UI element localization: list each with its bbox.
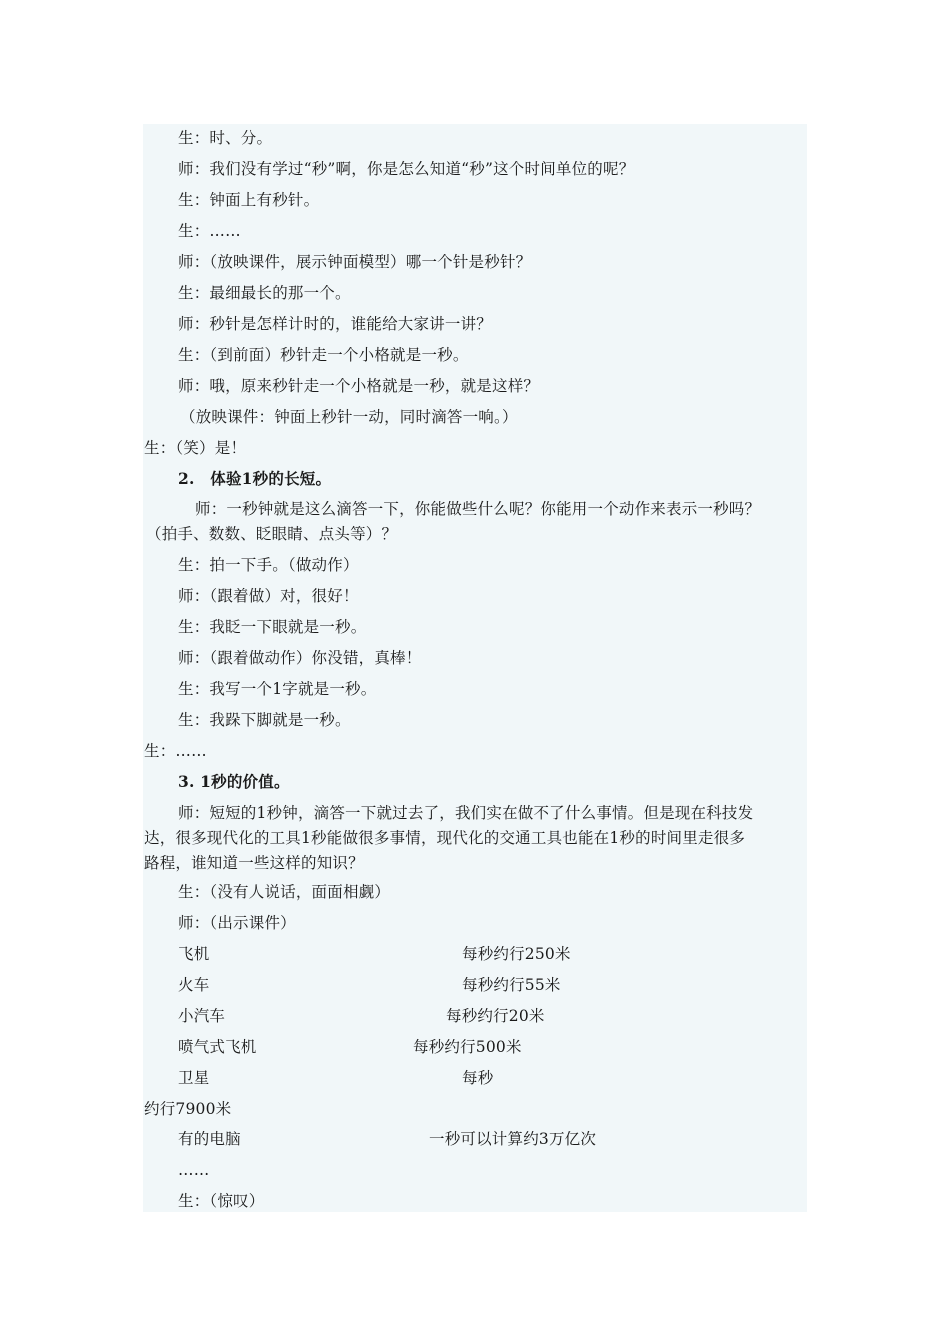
dialogue-line: 生：…… [178,222,241,240]
stage-direction: （放映课件：钟面上秒针一动，同时滴答一响。） [180,408,518,426]
dialogue-line: 师：哦，原来秒针走一个小格就是一秒，就是这样？ [178,377,540,395]
dialogue-line: 生：最细最长的那一个。 [178,284,351,302]
dialogue-line: 师：我们没有学过“秒”啊，你是怎么知道“秒”这个时间单位的呢？ [178,160,635,178]
speed-item-value: 一秒可以计算约3万亿次 [429,1130,597,1148]
dialogue-line: 生：…… [144,742,207,760]
dialogue-line: 师：秒针是怎样计时的，谁能给大家讲一讲？ [178,315,493,333]
dialogue-line: 师：一秒钟就是这么滴答一下，你能做些什么呢？你能用一个动作来表示一秒吗？ [195,500,761,518]
dialogue-line: 生：我眨一下眼就是一秒。 [178,618,367,636]
dialogue-line-continued: 路程，谁知道一些这样的知识？ [144,854,364,872]
speed-item-value: 每秒约行250米 [462,945,571,963]
dialogue-line: 生：时、分。 [178,129,273,147]
speed-item-name: 飞机 [178,945,210,963]
dialogue-line: 师：（放映课件，展示钟面模型）哪一个针是秒针？ [178,253,532,271]
speed-item-name: 有的电脑 [178,1130,241,1148]
section-heading: 3. 1秒的价值。 [178,772,290,791]
dialogue-line-continued: 达，很多现代化的工具1秒能做很多事情，现代化的交通工具也能在1秒的时间里走很多 [144,829,746,847]
section-heading: 2. 体验1秒的长短。 [178,469,332,488]
dialogue-line: 生：（惊叹） [178,1192,265,1210]
speed-item-value: 每秒约行20米 [446,1007,545,1025]
dialogue-line: 师：短短的1秒钟，滴答一下就过去了，我们实在做不了什么事情。但是现在科技发 [178,804,754,822]
speed-item-name: 喷气式飞机 [178,1038,257,1056]
dialogue-line: 生：我写一个1字就是一秒。 [178,680,377,698]
dialogue-line-continued: （拍手、数数、眨眼睛、点头等）？ [146,525,398,543]
speed-item-name: 小汽车 [178,1007,226,1025]
dialogue-line: 生：（没有人说话，面面相觑） [178,883,391,901]
dialogue-line: 生：钟面上有秒针。 [178,191,320,209]
speed-item-name: 火车 [178,976,210,994]
dialogue-line: 生：（到前面）秒针走一个小格就是一秒。 [178,346,469,364]
dialogue-line: 生：我跺下脚就是一秒。 [178,711,351,729]
dialogue-line: 生：（笑）是！ [144,439,247,457]
speed-item-value-continued: 约行7900米 [144,1100,232,1118]
speed-item-value: 每秒 [462,1069,494,1087]
dialogue-line: 生：拍一下手。（做动作） [178,556,359,574]
speed-item-value: 每秒约行55米 [462,976,561,994]
ellipsis-line: …… [178,1161,210,1179]
speed-item-name: 卫星 [178,1069,210,1087]
speed-item-value: 每秒约行500米 [413,1038,522,1056]
dialogue-line: 师：（跟着做）对，很好！ [178,587,359,605]
dialogue-line: 师：（出示课件） [178,914,296,932]
dialogue-line: 师：（跟着做动作）你没错，真棒！ [178,649,422,667]
